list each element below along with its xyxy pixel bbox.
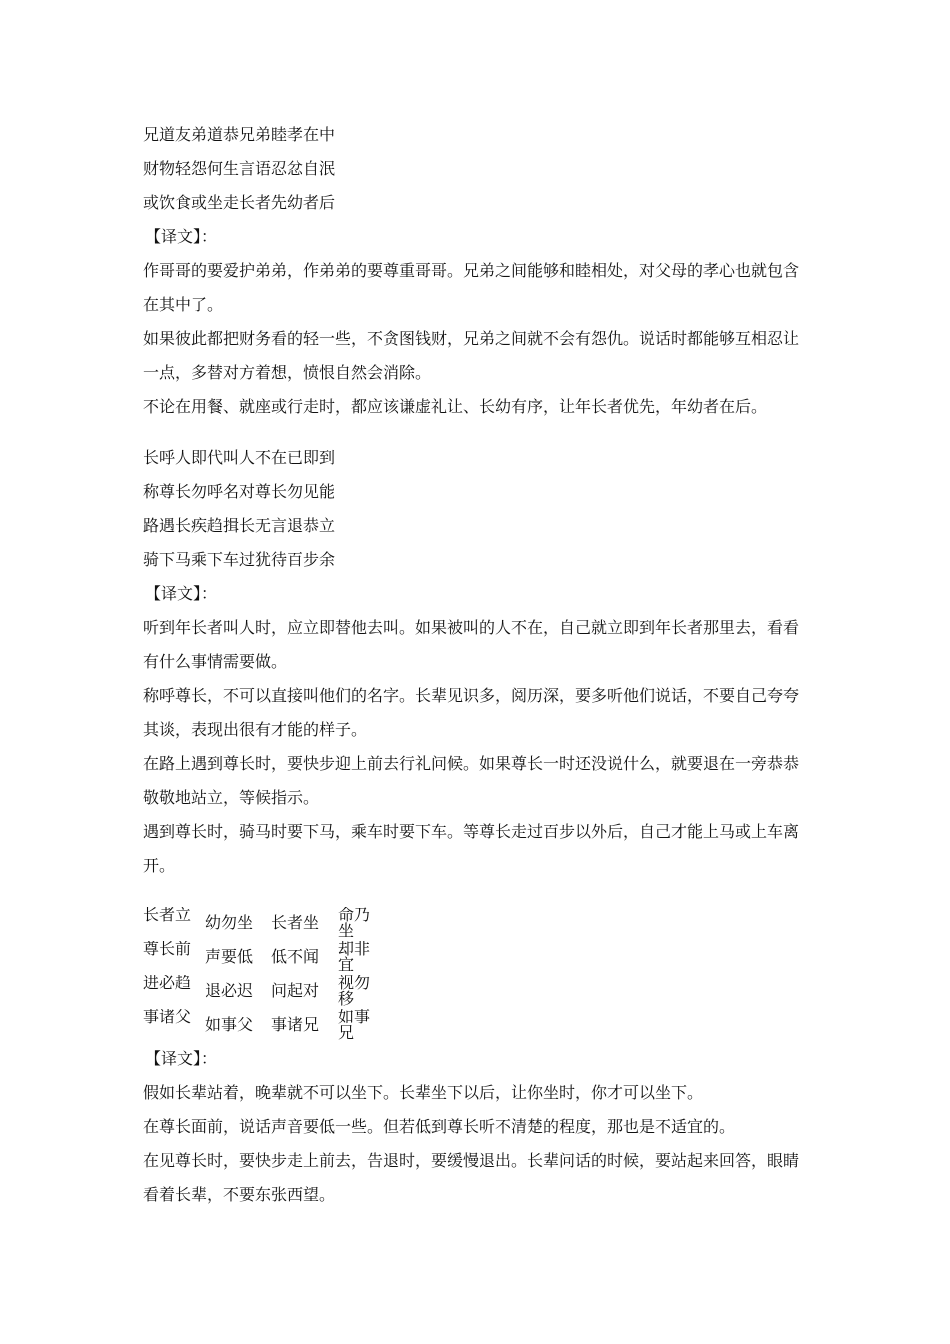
translation-paragraph: 遇到尊长时，骑马时要下马，乘车时要下车。等尊长走过百步以外后，自己才能上马或上车离开。 (143, 822, 800, 875)
translation-paragraph: 在路上遇到尊长时，要快步迎上前去行礼问候。如果尊长一时还没说什么，就要退在一旁恭恭敬敬地站立，等候指示。 (143, 754, 800, 807)
verse-cell: 视勿移 (338, 975, 371, 1007)
verse-cell: 如事父 (205, 1015, 254, 1034)
verse-grid-row (143, 974, 378, 1008)
section-3 (143, 906, 808, 1212)
verse-cell: 却非宜 (338, 941, 371, 973)
verse-cell: 问起对 (271, 981, 320, 1000)
verse-line: 称尊长勿呼名对尊长勿见能 (143, 482, 336, 501)
document-page (143, 118, 808, 1212)
translation-label: 【译文】： (145, 584, 218, 603)
verse-line: 兄道友弟道恭兄弟睦孝在中 (143, 125, 336, 144)
verse-cell: 低不闻 (271, 947, 320, 966)
verse-cell: 命乃坐 (338, 907, 371, 939)
translation-paragraph: 在见尊长时，要快步走上前去，告退时，要缓慢退出。长辈问话的时候，要站起来回答，眼睛看着长辈，不要东张西望。 (143, 1151, 800, 1204)
verse-grid-row (143, 940, 378, 974)
verse-grid (143, 906, 378, 1042)
section-1 (143, 118, 808, 424)
translation-paragraph: 听到年长者叫人时，应立即替他去叫。如果被叫的人不在，自己就立即到年长者那里去，看看有什么事情需要做。 (143, 618, 800, 671)
verse-grid-row (143, 906, 378, 940)
translation-paragraph: 如果彼此都把财务看的轻一些，不贪图钱财，兄弟之间就不会有怨仇。说话时都能够互相忍让一点，多替对方着想，愤恨自然会消除。 (143, 329, 800, 382)
verse-cell: 尊长前 (143, 941, 192, 958)
verse-cell: 长者坐 (271, 913, 320, 932)
translation-paragraph: 在尊长面前，说话声音要低一些。但若低到尊长听不清楚的程度，那也是不适宜的。 (143, 1117, 736, 1136)
verse-line: 长呼人即代叫人不在已即到 (143, 448, 336, 467)
translation-paragraph: 称呼尊长，不可以直接叫他们的名字。长辈见识多，阅历深，要多听他们说话，不要自己夸夸其谈，表现出很有才能的样子。 (143, 686, 800, 739)
verse-line: 路遇长疾趋揖长无言退恭立 (143, 516, 336, 535)
verse-line: 骑下马乘下车过犹待百步余 (143, 550, 336, 569)
verse-cell: 声要低 (205, 947, 254, 966)
translation-label: 【译文】： (145, 1049, 218, 1068)
verse-cell: 事诸父 (143, 1009, 192, 1026)
verse-grid-row (143, 1008, 378, 1042)
verse-cell: 如事兄 (338, 1009, 371, 1041)
verse-line: 或饮食或坐走长者先幼者后 (143, 193, 336, 212)
verse-cell: 进必趋 (143, 975, 192, 992)
verse-cell: 事诸兄 (271, 1015, 320, 1034)
translation-paragraph: 作哥哥的要爱护弟弟，作弟弟的要尊重哥哥。兄弟之间能够和睦相处，对父母的孝心也就包含在其中了。 (143, 261, 800, 314)
translation-paragraph: 不论在用餐、就座或行走时，都应该谦虚礼让、长幼有序，让年长者优先，年幼者在后。 (143, 397, 768, 416)
verse-cell: 幼勿坐 (205, 913, 254, 932)
verse-line: 财物轻怨何生言语忍忿自泯 (143, 159, 336, 178)
verse-cell: 长者立 (143, 907, 192, 924)
section-2 (143, 441, 808, 883)
verse-cell: 退必迟 (205, 981, 254, 1000)
translation-label: 【译文】： (145, 227, 218, 246)
translation-paragraph: 假如长辈站着，晚辈就不可以坐下。长辈坐下以后，让你坐时，你才可以坐下。 (143, 1083, 704, 1102)
